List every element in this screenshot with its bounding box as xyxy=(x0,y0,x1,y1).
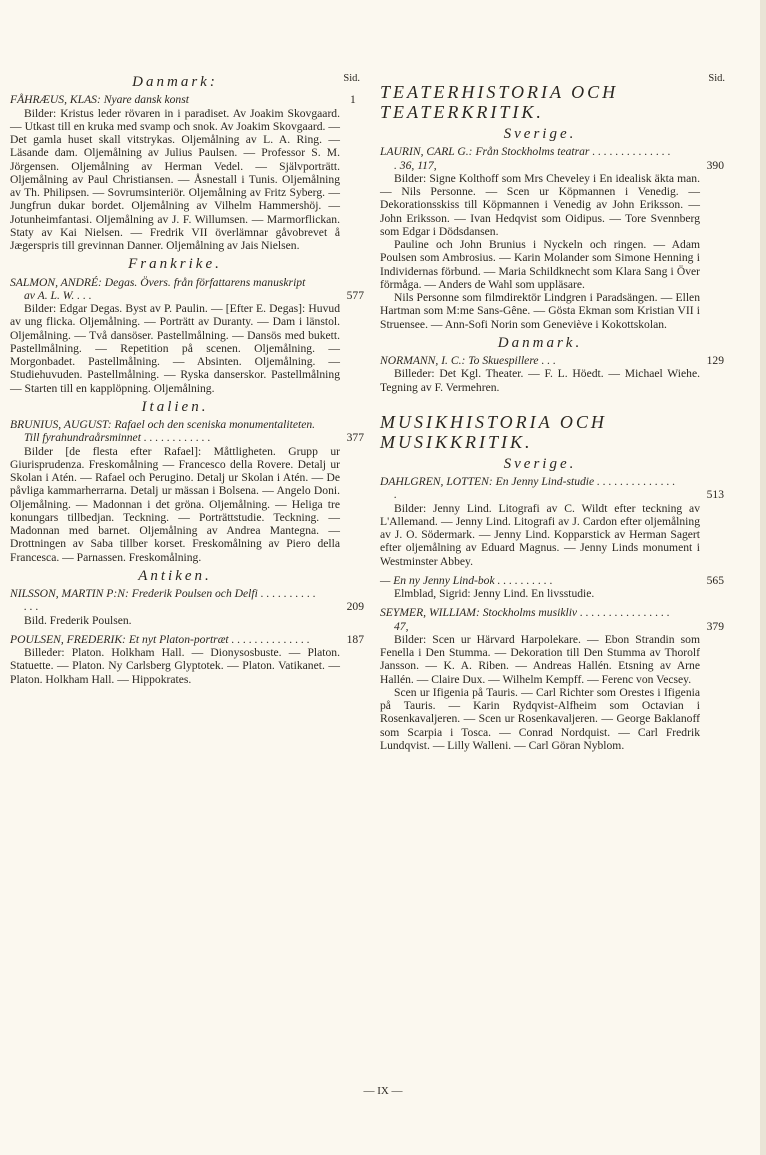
entry-paragraph: Billeder: Det Kgl. Theater. — F. L. Höedt. — Michael Wiehe. Tegning av F. Vermehren. xyxy=(380,367,700,394)
entry-paragraph: Elmblad, Sigrid: Jenny Lind. En livsstudie. xyxy=(394,587,595,600)
page-footer: — IX — xyxy=(363,1085,403,1097)
entry-description: Bilder: Edgar Degas. Byst av P. Paulin. — [Efter E. Degas]: Huvud av ung flicka. Oljemålning. — Porträtt av Duranty. — Dam i länstol. Oljemålning. — Två dansöser. Pastellmålning. — Dansös med bukett. Pastellmålning. — Repetition på scenen. Oljemålning. — Morgonbadet. Pastellmålning. — Absinten. Oljemålning. — Studiehuvuden. Pastellmålning. — Ryska danserskor. Pastellmålning — Starten till en kapplöpning. Oljemålning. xyxy=(10,302,340,395)
entry-title: NILSSON, MARTIN P:N: Frederik Poulsen och Delfi . . . . . . . . . . . . . xyxy=(10,587,316,614)
entry-paragraph: Bilder: Jenny Lind. Litografi av C. Wildt efter teckning av L'Allemand. — Jenny Lind. Litografi av J. Cardon efter oljemålning av J. O. Södermark. — Jenny Lind. Kopparstick av Herman Sagert efter oljemålning av Eduard Magnus. — Jenny Linds monument i Westminster Abbey. xyxy=(380,501,700,568)
entry-description: Billeder: Platon. Holkham Hall. — Dionysosbuste. — Platon. Statuette. — Platon. Ny Carlsberg Glyptotek. — Platon. Vatikanet. — Platon. Holkham Hall. — Hippokrates. xyxy=(10,646,340,686)
entry-description: Bilder: Kristus leder rövaren in i paradiset. Av Joakim Skovgaard. — Utkast till en kruka med svamp och snok. Av Joakim Skovgaard. — Det gamla huset skall vitstrykas. Oljemålning av L. A. Ring. — Läsande dam. Oljemålning av Julius Paulsen. — Professor S. M. Jörgensen. Oljemålning av Herman Vedel. — Självporträtt. Oljemålning av Paul Christiansen. — Åsnestall i Tunis. Oljemålning av Th. Philipsen. — Sovrumsinteriör. Oljemålning av Fritz Syberg. — Jungfrun dukar bordet. Oljemålning av Vilhelm Hammershöj. — Jotunheimfantasi. Oljemålning av J. F. Willumsen. — Marmorflickan. Staty av Kai Nielsen. — Fredrik VII överlämnar gåvobrevet å Jægerspris till grevinnan Danner. Oljemålning av Jais Nielsen. xyxy=(10,106,340,252)
entry-paragraph: Bilder: Signe Kolthoff som Mrs Cheveley i En idealisk äkta man. — Nils Personne. — Scen ur Köpmannen i Venedig. — Dekorationsskiss till Köpmannen i Venedig av John Eriksson. — John Eriksson. — Ivan Hedqvist som Oidipus. — Tore Svennberg som Edgar i Dödsdansen. xyxy=(380,171,700,238)
entry-title: DAHLGREN, LOTTEN: En Jenny Lind-studie . . . . . . . . . . . . . . . xyxy=(380,475,676,502)
entry-heading xyxy=(380,145,724,172)
index-entry xyxy=(380,475,724,568)
section-title: Antiken. xyxy=(138,567,212,584)
entry-heading xyxy=(380,354,724,367)
entry-description xyxy=(380,633,700,752)
page-number: 187 xyxy=(346,632,364,646)
entry-title: BRUNIUS, AUGUST: Rafael och den sceniska monumentaliteten. Till fyrahundraårsminnet . . . . . . . . . . . . xyxy=(10,418,316,445)
entry-paragraph: Nils Personne som filmdirektör Lindgren i Paradsängen. — Ellen Hartman som M:me Sans-Gêne. — Gösta Ekman som Kristian VII i Struensee. — Ann-Sofi Norin som Geneviève i Kokottskolan. xyxy=(380,291,700,331)
page-number: 209 xyxy=(346,600,364,614)
entry-paragraph: Scen ur Ifigenia på Tauris. — Carl Richter som Orestes i Ifigenia på Tauris. — Karin Rydqvist-Alfheim som Octavian i Rosenkavaljeren. — Scen ur Rosenkavaljeren. — George Baklanoff som Scarpia i Tosca. — Conrad Nordquist. — Carl Fredrik Lundqvist. — Lilly Walleni. — Carl Göran Nyblom. xyxy=(380,685,700,752)
index-entry xyxy=(10,418,364,564)
index-entry xyxy=(10,587,364,627)
entry-description: Bilder [de flesta efter Rafael]: Måttligheten. Grupp ur Giurisprudenza. Freskomålning — Francesco della Rovere. Detalj ur Skolan i Atén. — Rafael och Perugino. Detalj ur Skolan i Atén. — De påvliga kammarherrarna. Detalj ur mässan i Bolsena. — Angelo Doni. Oljemålning. — Madonnan i det gröna. Oljemålning. — Heliga tre konungars tillbedjan. Teckning. — Porträttstudie. Teckning. — Madonnan med barnet. Oljemålning av Andrea Mantegna. — Drottningen av Saba tillber korset. Freskomålning av Piero della Francesca. — Parnassen. Freskomålning. xyxy=(10,444,340,564)
section-title: Danmark: xyxy=(132,74,218,90)
page-edge xyxy=(760,0,766,1155)
page-number: 565 xyxy=(706,573,724,587)
entry-heading xyxy=(10,632,364,646)
index-entry xyxy=(10,93,356,252)
major-section-title: MUSIKHISTORIA OCH MUSIKKRITIK. xyxy=(380,411,607,452)
entry-heading xyxy=(380,606,724,633)
index-entry xyxy=(380,145,724,331)
page-number: 379 xyxy=(706,619,724,633)
page-label: Sid. xyxy=(708,73,725,84)
page-number: 390 xyxy=(706,158,724,172)
entry-description xyxy=(380,172,700,331)
entry-title: — En ny Jenny Lind-bok . . . . . . . . . . xyxy=(380,573,553,587)
page-number: 577 xyxy=(346,288,364,302)
section-title: Sverige. xyxy=(503,455,577,472)
section-title: Frankrike. xyxy=(128,256,222,273)
entry-title: SALMON, ANDRÉ: Degas. Övers. från författarens manuskript av A. L. W. . . . xyxy=(10,275,306,302)
entry-heading xyxy=(10,587,364,614)
left-column xyxy=(10,73,364,692)
index-entry xyxy=(10,275,364,395)
entry-description xyxy=(380,367,700,394)
entry-title: SEYMER, WILLIAM: Stockholms musikliv . . . . . . . . . . . . . . . . 47, xyxy=(380,606,670,633)
entry-description xyxy=(380,502,700,568)
index-entry xyxy=(10,632,364,686)
entry-heading xyxy=(10,275,364,303)
index-entry xyxy=(380,606,724,752)
entry-title: NORMANN, I. C.: To Skuespillere . . . xyxy=(380,354,556,367)
entry-heading xyxy=(380,475,724,502)
entry-heading xyxy=(10,418,364,445)
section-title: Italien. xyxy=(141,398,209,415)
right-column xyxy=(380,73,725,758)
major-section-title: TEATERHISTORIA OCH TEATERKRITIK. xyxy=(380,82,619,122)
index-entry xyxy=(380,354,724,394)
section-title: Danmark. xyxy=(497,334,583,351)
entry-description xyxy=(380,587,700,600)
entry-paragraph: Bilder: Scen ur Härvard Harpolekare. — Ebon Strandin som Fenella i Den Stumma. — Dekoration till Den Stumma av Thorolf Jansson. — K. A. Riben. — Andreas Hallén. Etsning av Arne Hallén. — Claire Dux. — Wilhelm Kempff. — Ferenc von Vecsey. xyxy=(380,632,700,686)
page-label: Sid. xyxy=(343,73,360,84)
page-number: 377 xyxy=(346,431,364,445)
entry-description: Bild. Frederik Poulsen. xyxy=(24,613,132,627)
entry-heading: FÅHRÆUS, KLAS: Nyare dansk konst 1 xyxy=(10,93,356,107)
entry-paragraph: Pauline och John Brunius i Nyckeln och ringen. — Adam Poulsen som Ambrosius. — Karin Molander som Simone Henning i Individernas förbund. — Maria Schildknecht som Klara Sang i Över förmåga. — Anders de Wahl som uppläsare. xyxy=(380,238,700,291)
entry-title: POULSEN, FREDERIK: Et nyt Platon-portræt . . . . . . . . . . . . . . xyxy=(10,632,310,646)
index-entry xyxy=(380,573,724,601)
entry-heading xyxy=(380,573,724,587)
section-title: Sverige. xyxy=(503,126,577,142)
page-number: 513 xyxy=(706,488,724,502)
entry-title: FÅHRÆUS, KLAS: Nyare dansk konst xyxy=(10,93,189,107)
page-number: 129 xyxy=(706,354,724,367)
entry-title: LAURIN, CARL G.: Från Stockholms teatrar . . . . . . . . . . . . . . . 36, 117, xyxy=(380,145,671,172)
